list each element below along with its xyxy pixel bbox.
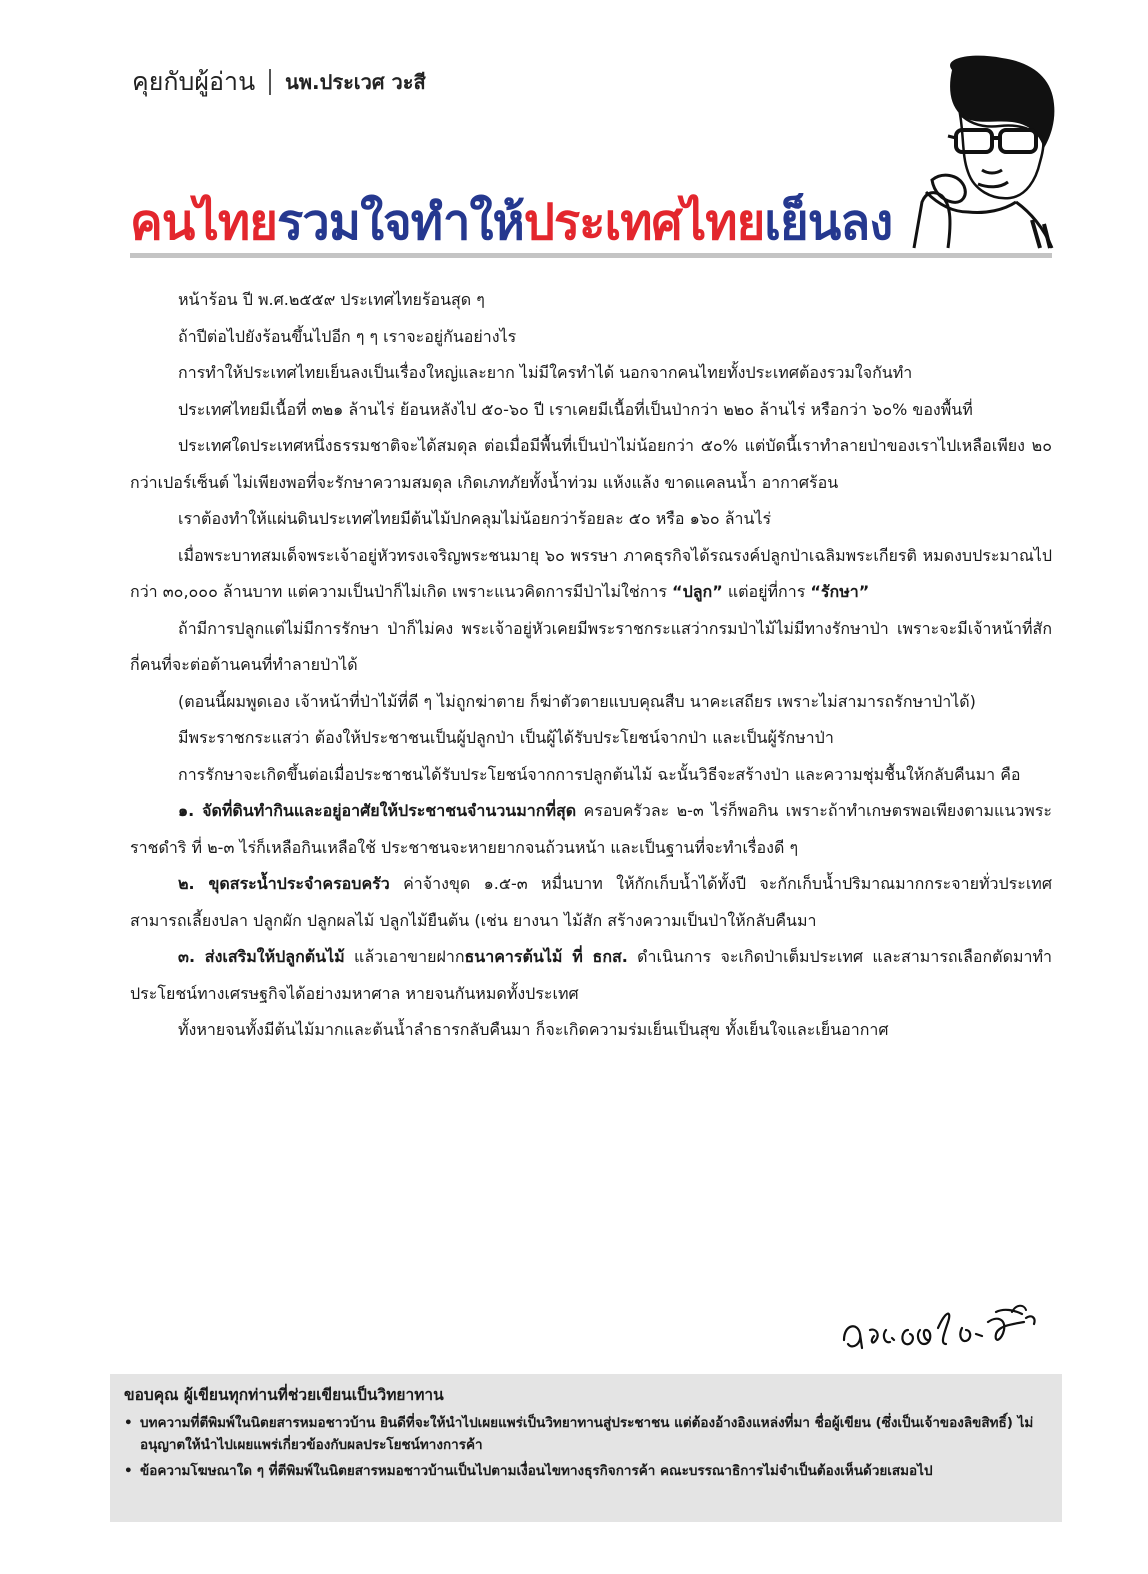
disclaimer-title: ขอบคุณ ผู้เขียนทุกท่านที่ช่วยเขียนเป็นวิทยาทาน bbox=[124, 1386, 444, 1404]
paragraph: การทำให้ประเทศไทยเย็นลงเป็นเรื่องใหญ่และยาก ไม่มีใครทำได้ นอกจากคนไทยทั้งประเทศต้องรวมใจกันทำ bbox=[178, 363, 913, 382]
paragraph bbox=[130, 866, 1052, 939]
paragraph bbox=[130, 538, 1052, 611]
paragraph-text: แล้วเอาขายฝาก bbox=[344, 947, 465, 966]
point-1-heading: ๑. จัดที่ดินทำกินและอยู่อาศัยให้ประชาชนจำนวนมากที่สุด bbox=[178, 801, 577, 820]
signature-icon bbox=[836, 1300, 1046, 1360]
point-2-heading: ๒. ขุดสระน้ำประจำครอบครัว bbox=[178, 874, 390, 893]
section-name: คุยกับผู้อ่าน bbox=[132, 67, 256, 96]
paragraph: ประเทศไทยมีเนื้อที่ ๓๒๑ ล้านไร่ ย้อนหลังไป ๕๐-๖๐ ปี เราเคยมีเนื้อที่เป็นป่ากว่า ๒๒๐ ล้านไร่ หรือกว่า ๖๐% ของพื้นที่ bbox=[178, 399, 973, 419]
paragraph bbox=[130, 793, 1052, 866]
author-name: นพ.ประเวศ วะสี bbox=[285, 70, 426, 94]
paragraph bbox=[130, 939, 1052, 1012]
title-part-3: ประเทศไทย bbox=[523, 194, 765, 251]
paragraph: ถ้ามีการปลูกแต่ไม่มีการรักษา ป่าก็ไม่คง พระเจ้าอยู่หัวเคยมีพระราชกระแสว่ากรมป่าไม้ไม่มีทางรักษาป่า เพราะจะมีเจ้าหน้าที่สักกี่คนที่จะต่อต้านคนที่ทำลายป่าได้ bbox=[130, 618, 1052, 674]
emphasis-plant: “ปลูก” bbox=[672, 582, 723, 601]
article-body bbox=[130, 282, 1052, 1049]
tree-bank-emphasis: ธนาคารต้นไม้ ที่ ธกส. bbox=[464, 947, 628, 966]
paragraph: ประเทศใดประเทศหนึ่งธรรมชาติจะได้สมดุล ต่อเมื่อมีพื้นที่เป็นป่าไม่น้อยกว่า ๕๐% แต่บัดนี้เราทำลายป่าของเราไปเหลือเพียง ๒๐ กว่าเปอร์เซ็นต์ ไม่เพียงพอที่จะรักษาความสมดุล เกิดเภทภัยทั้งน้ำท่วม แห้งแล้ง ขาดแคลนน้ำ อากาศร้อน bbox=[130, 436, 1052, 492]
paragraph: หน้าร้อน ปี พ.ศ.๒๕๕๙ ประเทศไทยร้อนสุด ๆ bbox=[178, 290, 485, 309]
paragraph: เราต้องทำให้แผ่นดินประเทศไทยมีต้นไม้ปกคลุมไม่น้อยกว่าร้อยละ ๕๐ หรือ ๑๖๐ ล้านไร่ bbox=[178, 509, 772, 528]
paragraph: ทั้งหายจนทั้งมีต้นไม้มากและต้นน้ำลำธารกลับคืนมา ก็จะเกิดความร่มเย็นเป็นสุข ทั้งเย็นใจและเย็นอากาศ bbox=[178, 1020, 889, 1039]
article-title bbox=[130, 188, 892, 258]
title-part-4: เย็นลง bbox=[764, 194, 893, 251]
title-underline bbox=[130, 253, 1052, 258]
column-header bbox=[132, 62, 426, 102]
title-part-2: รวมใจทำให้ bbox=[276, 194, 524, 251]
paragraph-text: ค่าจ้างขุด ๑.๕-๓ หมื่นบาท ให้กักเก็บน้ำได้ทั้งปี จะกักเก็บน้ำปริมาณมากกระจายทั่วประเทศ สามารถเลี้ยงปลา ปลูกผัก ปลูกผลไม้ ปลูกไม้ยืนต้น (เช่น ยางนา ไม้สัก สร้างความเป็นป่าให้กลับคืนมา bbox=[130, 874, 1052, 930]
header-separator bbox=[269, 69, 271, 95]
title-part-1: คนไทย bbox=[130, 194, 277, 251]
paragraph-text: แต่อยู่ที่การ bbox=[722, 582, 811, 601]
paragraph: (ตอนนี้ผมพูดเอง เจ้าหน้าที่ป่าไม้ที่ดี ๆ ไม่ถูกฆ่าตาย ก็ฆ่าตัวตายแบบคุณสืบ นาคะเสถียร เพราะไม่สามารถรักษาป่าได้) bbox=[178, 691, 976, 711]
disclaimer-item: • บทความที่ตีพิมพ์ในนิตยสารหมอชาวบ้าน ยินดีที่จะให้นำไปเผยแพร่เป็นวิทยาทานสู่ประชาชน แต่ต้องอ้างอิงแหล่งที่มา ชื่อผู้เขียน (ซึ่งเป็นเจ้าของลิขสิทธิ์) ไม่อนุญาตให้นำไปเผยแพร่เกี่ยวข้องกับผลประโยชน์ทางการค้า bbox=[124, 1412, 1050, 1456]
disclaimer-box bbox=[110, 1374, 1062, 1522]
emphasis-preserve: “รักษา” bbox=[810, 582, 870, 601]
author-portrait-icon bbox=[912, 52, 1060, 250]
paragraph-text: เมื่อพระบาทสมเด็จพระเจ้าอยู่หัวทรงเจริญพระชนมายุ ๖๐ พรรษา ภาคธุรกิจได้รณรงค์ปลูกป่าเฉลิมพระเกียรติ หมดงบประมาณไปกว่า ๓๐,๐๐๐ ล้านบาท แต่ความเป็นป่าก็ไม่เกิด เพราะแนวคิดการมีป่าไม่ใช่การ bbox=[130, 545, 1052, 601]
paragraph: มีพระราชกระแสว่า ต้องให้ประชาชนเป็นผู้ปลูกป่า เป็นผู้ได้รับประโยชน์จากป่า และเป็นผู้รักษาป่า bbox=[178, 728, 834, 747]
paragraph-text: ดำเนินการ จะเกิดป่าเต็มประเทศ และสามารถเลือกตัดมาทำประโยชน์ทางเศรษฐกิจได้อย่างมหาศาล หายจนกันหมดทั้งประเทศ bbox=[130, 947, 1053, 1003]
disclaimer-list bbox=[124, 1412, 1050, 1486]
point-3-heading: ๓. ส่งเสริมให้ปลูกต้นไม้ bbox=[178, 947, 345, 966]
paragraph: การรักษาจะเกิดขึ้นต่อเมื่อประชาชนได้รับประโยชน์จากการปลูกต้นไม้ ฉะนั้นวิธีจะสร้างป่า และความชุ่มชื้นให้กลับคืนมา คือ bbox=[178, 764, 1021, 784]
paragraph-text: ครอบครัวละ ๒-๓ ไร่ก็พอกิน เพราะถ้าทำเกษตรพอเพียงตามแนวพระราชดำริ ที่ ๒-๓ ไร่ก็เหลือกินเหลือใช้ ประชาชนจะหายยากจนถ้วนหน้า และเป็นฐานที่จะทำเรื่องดี ๆ bbox=[130, 801, 1053, 857]
paragraph: ถ้าปีต่อไปยังร้อนขึ้นไปอีก ๆ ๆ เราจะอยู่กันอย่างไร bbox=[178, 326, 517, 346]
disclaimer-item: • ข้อความโฆษณาใด ๆ ที่ตีพิมพ์ในนิตยสารหมอชาวบ้านเป็นไปตามเงื่อนไขทางธุรกิจการค้า คณะบรรณาธิการไม่จำเป็นต้องเห็นด้วยเสมอไป bbox=[124, 1460, 1050, 1482]
